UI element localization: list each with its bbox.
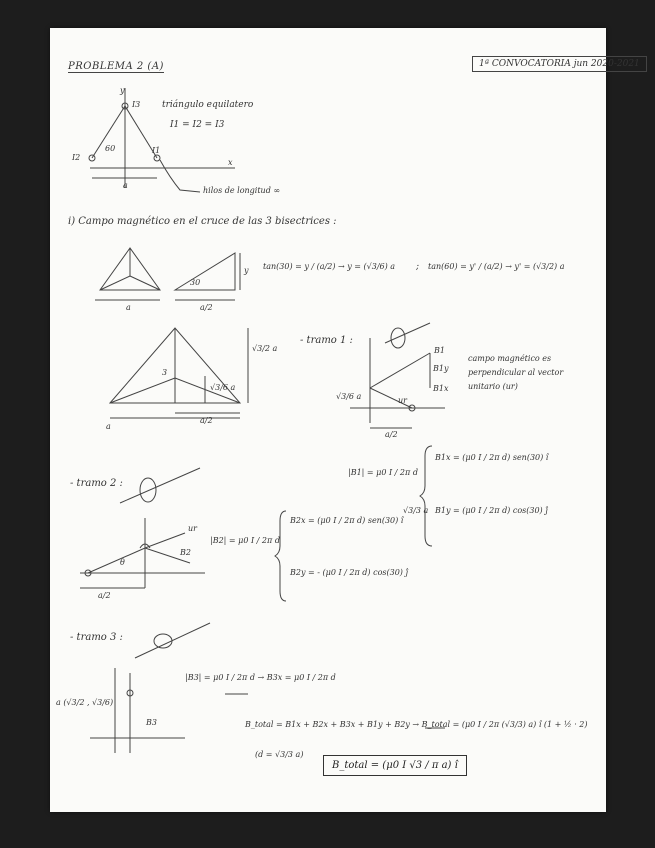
sketch-lines [50,28,606,812]
tramo1-label: - tramo 1 : [300,335,353,346]
base-label: a [106,422,111,431]
tramo2-half: a/2 [98,591,111,600]
vec-B1: B1 [434,346,445,355]
tramo1-dist: √3/6 a [336,392,362,401]
tramo1-d: √3/3 a [403,506,429,515]
center-label: 3 [162,368,168,377]
half-base-label: a/2 [200,416,213,425]
tramo3-mag: |B3| = μ0 I / 2π d → B3x = μ0 I / 2π d [185,673,336,682]
length-a: a [123,181,128,190]
tramo2-bx: B2x = (μ0 I / 2π d) sen(30) î [290,516,404,525]
note-triangle: triángulo equilatero [162,100,254,110]
section-heading: i) Campo magnético en el cruce de las 3 bisectrices : [68,216,337,227]
tri-a2: a/2 [200,303,213,312]
angle-60: 60 [105,144,116,153]
eq-tan60: tan(60) = y' / (a/2) → y' = (√3/2) a [428,262,565,271]
tramo1-note: campo magnético es perpendicular al vector unitario (ur) [468,354,564,391]
tramo1-half: a/2 [385,430,398,439]
tramo1-bx: B1x = (μ0 I / 2π d) sen(30) î [435,453,549,462]
note-infinite: hilos de longitud ∞ [203,186,281,195]
tramo2-angle: θ [120,558,125,567]
eq-tan30: tan(30) = y / (a/2) → y = (√3/6) a [263,262,396,271]
label-I3: I3 [132,100,141,109]
label-I1: I1 [152,146,161,155]
note-currents: I1 = I2 = I3 [170,120,225,130]
vec-B3: B3 [146,718,157,727]
label-I2: I2 [72,153,81,162]
paper-sheet [50,28,640,812]
tri-a: a [126,303,131,312]
height-label: √3/2 a [252,344,278,353]
tramo2-mag: |B2| = μ0 I / 2π d [210,536,280,545]
tramo1-mag: |B1| = μ0 I / 2π d [348,468,418,477]
exam-tag: 1ª CONVOCATORIA jun 2020-2021 [472,56,647,72]
tri-30: 30 [190,278,201,287]
vec-B1y: B1y [433,364,449,373]
tramo1-by: B1y = (μ0 I / 2π d) cos(30) ĵ [435,506,548,515]
inner-height-label: √3/6 a [210,383,236,392]
axis-y-label: y [120,86,125,95]
vec-B1x: B1x [433,384,449,393]
axis-x-label: x [228,158,233,167]
tramo2-by: B2y = - (μ0 I / 2π d) cos(30) ĵ [290,568,408,577]
tramo3-label: - tramo 3 : [70,632,123,643]
tri-y: y [244,266,249,275]
vec-ur2: ur [188,524,197,533]
vec-B2: B2 [180,548,191,557]
eq-separator: ; [416,262,420,272]
tramo3-point: a (√3/2 , √3/6) [56,698,114,707]
tramo3-dnote: (d = √3/3 a) [255,750,304,759]
tramo3-total: B_total = B1x + B2x + B3x + B1y + B2y → B_total = (μ0 I / 2π (√3/3) a) î (1 + ½ · 2) [245,720,588,729]
final-result: B_total = (μ0 I √3 / π a) î [323,755,467,776]
problem-title: PROBLEMA 2 (A) [68,61,164,72]
vec-ur: ur [398,396,407,405]
tramo2-label: - tramo 2 : [70,478,123,489]
